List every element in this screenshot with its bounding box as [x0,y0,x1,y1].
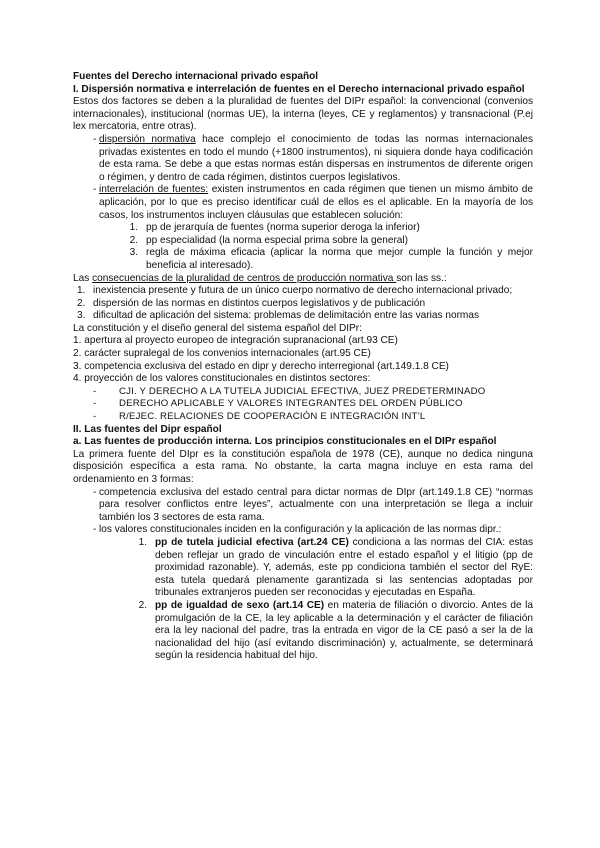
design-item: 3. competencia exclusiva del estado en dipr y derecho interregional (art.149.1.8 CE) [73,360,449,372]
list-item [73,134,533,184]
design-item: 4. proyección de los valores constitucionales en distintos sectores: [73,373,371,385]
design-item: 1. apertura al proyecto europeo de integración supranacional (art.93 CE) [73,335,398,347]
list-item: 2. dispersión de las normas en distintos cuerpos legislativos y de publicación [77,297,426,309]
sector-item: - CJI. Y DERECHO A LA TUTELA JUDICIAL EFECTIVA, JUEZ PREDETERMINADO [93,385,486,397]
list-item: 3. regla de máxima eficacia (aplicar la norma que mejor cumple la función y mejor beneficia al interesado). [129,247,533,271]
list-item: 2. pp especialidad (la norma especial prima sobre la general) [129,234,409,246]
document-title: Fuentes del Derecho internacional privado español [73,71,319,82]
list-item: 3. dificultad de aplicación del sistema: problemas de delimitación entre las varias normas [77,310,479,322]
sector-item: - DERECHO APLICABLE Y VALORES INTEGRANTES DEL ORDEN PÚBLICO [93,398,463,410]
list-item: - los valores constitucionales inciden en la configuración y la aplicación de las normas dipr.: [73,524,533,537]
term-interrelacion: interrelación de fuentes: [99,184,209,196]
dash-marker: - [93,133,97,145]
dash-marker: - [93,524,97,536]
list-item: 1. pp de tutela judicial efectiva (art.24 CE) condiciona a las normas del CIA: estas deben reflejar un grado de vinculación entre el estado español y el litigio (pp de proximidad razonable). Y, además, este pp condiciona también el sector del RyE: esta tutela quedará plenamente garantizada si las sentencias adoptadas por tribunales extranjeros pueden ser reconocidas y ejecutadas en España. [138,536,533,599]
dash-marker: - [93,184,97,196]
consequences-intro: Las consecuencias de la pluralidad de centros de producción normativa son las ss.: [73,272,447,284]
section-1-heading: I. Dispersión normativa e interrelación de fuentes en el Derecho internacional privado español [73,83,525,95]
dash-marker: - [93,486,97,498]
section-2-subheading: a. Las fuentes de producción interna. Los principios constitucionales en el DIPr español [73,436,497,448]
section-2-intro: La primera fuente del DIpr es la constitución española de 1978 (CE), aunque no dedica ninguna disposición específica a esta rama. No obstante, la carta magna incluye en esta rama del ordenamiento en 3 formas: [73,448,533,485]
principle-title: pp de tutela judicial efectiva (art.24 CE) [155,536,349,548]
principle-title: pp de igualdad de sexo (art.14 CE) [155,599,325,611]
design-item: 2. carácter supralegal de los convenios internacionales (art.95 CE) [73,348,371,360]
list-item [73,184,533,222]
list-item: 1. pp de jerarquía de fuentes (norma superior deroga la inferior) [129,222,420,234]
design-intro: La constitución y el diseño general del sistema español del DIPr: [73,322,362,334]
sector-item: - R/EJEC. RELACIONES DE COOPERACIÓN E INTEGRACIÓN INT’L [93,411,426,423]
section-2-heading: II. Las fuentes del Dipr español [73,423,222,435]
list-item: 1. inexistencia presente y futura de un único cuerpo normativo de derecho internacional privado; [77,285,513,297]
bullet-text: hace complejo el conocimiento de todas las normas internacionales privadas existentes en todo el mundo (+1800 instrumentos), ni siquiera donde haya codificación de esta rama. Se debe a que estas normas están dispersas en instrumentos de diferente origen o régimen, y dentro de cada régimen, distintos cuerpos legislativos. [99,133,533,183]
bullet-text: existen instrumentos en cada régimen que tienen un mismo ámbito de aplicación, por lo que es preciso identificar cuál de ellos es el aplicable. En la mayoría de los casos, los instrumentos incluyen cláusulas que establecen solución: [99,184,534,221]
section-1-intro: Estos dos factores se deben a la pluralidad de fuentes del DIPr español: la convencional (convenios internacionales), institucional (normas UE), la interna (leyes, CE y reglamentos) y transnacional (P.ej lex mercatoria, entre otras). [73,96,533,133]
list-item: - competencia exclusiva del estado central para dictar normas de DIpr (art.149.1.8 CE) “normas para resolver conflictos entre leyes”, actualmente con una interpretación se llega a incluir también los 3 sectores de esta rama. [73,487,533,525]
list-item: 2. pp de igualdad de sexo (art.14 CE) en materia de filiación o divorcio. Antes de la promulgación de la CE, la ley aplicable a la determinación y el carácter de filiación era la ley nacional del padre, tras la entrada en vigor de la CE pasó a ser la de la nacionalidad del hijo (así evitando discriminación) y, actualmente, se determinará según la residencia habitual del hijo. [138,599,533,662]
document-page [73,71,533,663]
term-dispersion: dispersión normativa [99,133,196,145]
